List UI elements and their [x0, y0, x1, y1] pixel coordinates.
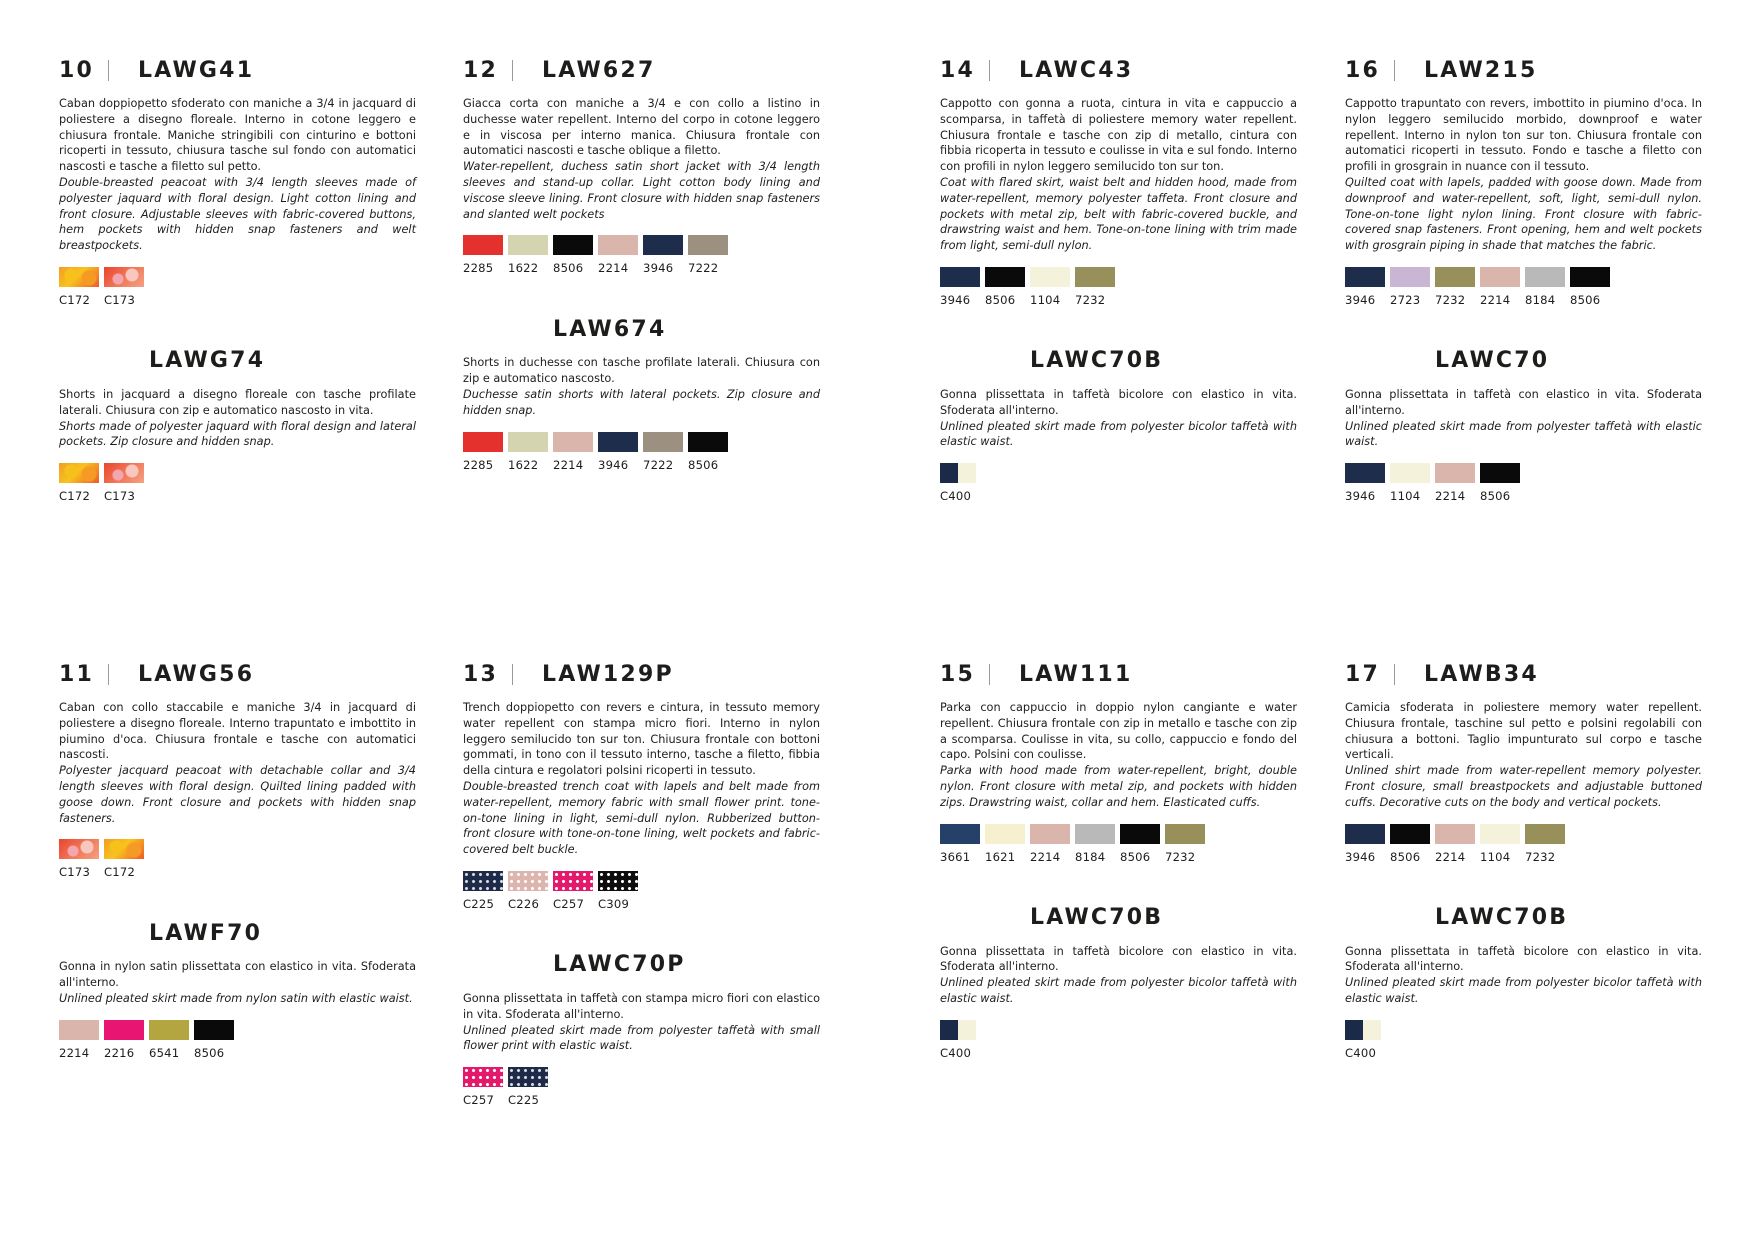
color-swatch — [1075, 267, 1115, 307]
color-swatch — [688, 432, 728, 472]
column-3 — [940, 53, 1297, 540]
color-swatches — [59, 267, 416, 307]
description-italian: Caban con collo staccabile e maniche 3/4 in jacquard di poliestere a disegno floreale. Interno trapuntato e imbottito in piumino d'oca. Chiusura frontale e tasche con automatici nascosti. — [59, 701, 416, 762]
swatch-color — [1480, 267, 1520, 287]
swatch-code: C400 — [940, 489, 972, 504]
swatch-color — [688, 235, 728, 255]
page-number: 17 — [1345, 661, 1381, 687]
color-swatch — [59, 1020, 99, 1060]
swatch-code: 1104 — [1480, 849, 1511, 864]
description-english: Unlined pleated skirt made from polyester bicolor taffetà with elastic waist. — [940, 419, 1297, 449]
description-italian: Gonna plissettata in taffetà bicolore con elastico in vita. Sfoderata all'interno. — [940, 944, 1297, 974]
color-swatch — [1345, 824, 1385, 864]
swatch-code: 1104 — [1030, 292, 1061, 307]
color-swatches — [463, 235, 820, 275]
description-italian: Caban doppiopetto sfoderato con maniche a 3/4 in jacquard di poliestere a disegno floreale. Interno in cotone leggero e chiusura frontale. Maniche stringibili con cinturino e bottoni ricoperti in tessuto, chiusura tasche sul fondo con automatici nascosti e tasche a filetto sul petto. — [59, 97, 416, 174]
color-swatch — [104, 839, 144, 879]
color-swatch — [463, 1067, 503, 1107]
swatch-code: 8506 — [1390, 849, 1421, 864]
color-swatch — [463, 235, 503, 275]
description-italian: Shorts in duchesse con tasche profilate laterali. Chiusura con zip e automatico nascosto. — [463, 356, 820, 386]
heading-divider — [1394, 60, 1395, 81]
swatch-code: 7222 — [688, 261, 719, 276]
swatch-color — [1030, 267, 1070, 287]
swatch-color — [104, 463, 144, 483]
product-block — [463, 312, 820, 471]
product-heading — [59, 916, 416, 950]
swatch-code: 7232 — [1165, 849, 1196, 864]
column-5 — [59, 657, 416, 1097]
swatch-code: 1104 — [1390, 489, 1421, 504]
swatch-color — [940, 1020, 976, 1040]
swatch-code: 7222 — [643, 457, 674, 472]
color-swatches — [463, 871, 820, 911]
description-english: Unlined pleated skirt made from polyester bicolor taffetà with elastic waist. — [940, 976, 1297, 1005]
color-swatch — [985, 267, 1025, 307]
product-block — [463, 53, 820, 275]
product-code: LAWC70B — [1435, 905, 1569, 931]
description-italian: Camicia sfoderata in poliestere memory water repellent. Chiusura frontale, taschine sul petto e polsini regolabili con chiusura a bottoni. Taglio impunturato sul corpo e tasche verticali. — [1345, 701, 1702, 762]
description-english: Unlined pleated skirt made from polyester bicolor taffetà with elastic waist. — [1345, 976, 1702, 1005]
swatch-color — [1345, 1020, 1381, 1040]
color-swatch — [940, 463, 980, 503]
color-swatches — [463, 1067, 820, 1107]
swatch-code: 8506 — [1570, 292, 1601, 307]
description-english: Unlined pleated skirt made from nylon satin with elastic waist. — [59, 991, 413, 1005]
color-swatch — [1345, 463, 1385, 503]
swatch-color — [59, 463, 99, 483]
swatch-color — [1390, 267, 1430, 287]
color-swatch — [1390, 824, 1430, 864]
description-english: Unlined pleated skirt made from polyester taffetà with small flower print with elastic waist. — [463, 1023, 820, 1053]
swatch-color — [1075, 267, 1115, 287]
color-swatch — [1480, 267, 1520, 307]
swatch-code: 7232 — [1525, 849, 1556, 864]
product-block — [940, 901, 1297, 1060]
swatch-code: 2214 — [598, 261, 629, 276]
swatch-color — [985, 267, 1025, 287]
swatch-code: 1621 — [985, 849, 1016, 864]
color-swatch — [688, 235, 728, 275]
description-italian: Cappotto con gonna a ruota, cintura in vita e cappuccio a scomparsa, in taffetà di poliestere memory water repellent. Chiusura frontale e tasche con zip di metallo, cintura con fibbia ricoperta in tessuto e coulisse in vita e sul fondo. Interno con profili in nylon leggero semilucido ton sur ton. — [940, 97, 1297, 174]
swatch-code: 3946 — [598, 457, 629, 472]
color-swatches — [940, 463, 1297, 503]
product-code: LAWC70P — [553, 952, 686, 978]
description-italian: Parka con cappuccio in doppio nylon cangiante e water repellent. Chiusura frontale con zip in metallo e tasche con zip a scomparsa. Coulisse in vita, su collo, cappuccio e fondo del capo. Polsini con coulisse. — [940, 701, 1297, 762]
swatch-color — [1480, 824, 1520, 844]
page-number: 10 — [59, 57, 95, 83]
swatch-color — [985, 824, 1025, 844]
swatch-code: 3946 — [643, 261, 674, 276]
product-block — [59, 657, 416, 879]
product-block — [1345, 53, 1702, 307]
swatch-code: C225 — [463, 896, 495, 911]
swatch-color — [1345, 463, 1385, 483]
product-code: LAWC70B — [1030, 905, 1164, 931]
description-english: Unlined pleated skirt made from polyester taffetà with elastic waist. — [1345, 419, 1702, 449]
color-swatch — [553, 235, 593, 275]
swatch-color — [1165, 824, 1205, 844]
swatch-code: C257 — [463, 1093, 495, 1108]
description-english: Polyester jacquard peacoat with detachable collar and 3/4 length sleeves with floral design. Quilted lining padded with goose down. Front closure and pockets with hidden snap fasteners. — [59, 764, 416, 825]
product-code: LAWB34 — [1424, 661, 1539, 687]
swatch-color — [643, 432, 683, 452]
swatch-code: C257 — [553, 896, 585, 911]
swatch-color — [598, 871, 638, 891]
column-6 — [463, 657, 820, 1144]
swatch-color — [1120, 824, 1160, 844]
swatch-color — [598, 432, 638, 452]
color-swatch — [149, 1020, 189, 1060]
swatch-code: 2214 — [1480, 292, 1511, 307]
swatch-code: C309 — [598, 896, 630, 911]
swatch-color — [104, 839, 144, 859]
swatch-code: 2214 — [1030, 849, 1061, 864]
swatch-color — [940, 824, 980, 844]
swatch-color — [1570, 267, 1610, 287]
swatch-color — [1435, 463, 1475, 483]
color-swatches — [59, 839, 416, 879]
color-swatch — [1390, 463, 1430, 503]
swatch-color — [104, 267, 144, 287]
page-number: 16 — [1345, 57, 1381, 83]
swatch-color — [463, 1067, 503, 1087]
product-code: LAWG41 — [138, 57, 255, 83]
description-italian: Trench doppiopetto con revers e cintura, in tessuto memory water repellent con stampa micro fiori. Interno in nylon leggero semilucido ton sur ton. Chiusura frontale con bottoni gommati, in tono con il tessuto interno, tasche a filetto, fibbia della cintura e regolatori polsini ricoperti in tessuto. — [463, 701, 820, 778]
color-swatches — [1345, 267, 1702, 307]
description-italian: Gonna plissettata in taffetà bicolore con elastico in vita. Sfoderata all'interno. — [940, 387, 1297, 417]
column-7 — [940, 657, 1297, 1097]
product-code: LAW129P — [542, 661, 674, 687]
swatch-code: C173 — [59, 865, 91, 880]
swatch-code: C226 — [508, 896, 540, 911]
page-number: 11 — [59, 661, 95, 687]
swatch-color — [1030, 824, 1070, 844]
color-swatch — [940, 824, 980, 864]
swatch-code: 7232 — [1075, 292, 1106, 307]
color-swatch — [1480, 463, 1520, 503]
product-code: LAW674 — [553, 316, 667, 342]
description-italian: Cappotto trapuntato con revers, imbottito in piumino d'oca. In nylon leggero semilucido morbido, downproof e water repellent. Interno in nylon ton sur ton. Chiusura frontale con automatici ricoperti in tessuto. Fondo e tasche a filetto con profili in grosgrain in nuance con il tessuto. — [1345, 97, 1702, 174]
swatch-code: 2214 — [1435, 489, 1466, 504]
swatch-color — [59, 267, 99, 287]
product-code: LAWG74 — [149, 348, 266, 374]
product-code: LAWC43 — [1019, 57, 1134, 83]
product-block — [940, 657, 1297, 864]
swatch-code: C173 — [104, 292, 136, 307]
product-block — [59, 344, 416, 503]
description-english: Duchesse satin shorts with lateral pockets. Zip closure and hidden snap. — [463, 387, 820, 417]
swatch-color — [1525, 824, 1565, 844]
color-swatches — [463, 432, 820, 472]
swatch-color — [1075, 824, 1115, 844]
swatch-code: 8506 — [194, 1045, 225, 1060]
color-swatch — [1435, 463, 1475, 503]
color-swatch — [1480, 824, 1520, 864]
swatch-code: 2214 — [1435, 849, 1466, 864]
swatch-code: C225 — [508, 1093, 540, 1108]
description-italian: Shorts in jacquard a disegno floreale con tasche profilate laterali. Chiusura con zip e automatico nascosto in vita. — [59, 387, 416, 417]
product-heading — [940, 657, 1297, 691]
color-swatch — [940, 1020, 980, 1060]
column-2 — [463, 53, 820, 509]
swatch-color — [1435, 267, 1475, 287]
description-english: Unlined shirt made from water-repellent memory polyester. Front closure, small breastpockets and adjustable buttoned cuffs. Decorative cuts on the body and vertical pockets. — [1345, 764, 1702, 809]
product-block — [463, 657, 820, 911]
swatch-code: 8506 — [553, 261, 584, 276]
product-block — [940, 344, 1297, 503]
column-4 — [1345, 53, 1702, 540]
color-swatch — [940, 267, 980, 307]
product-code: LAWF70 — [149, 920, 263, 946]
swatch-code: 3946 — [1345, 292, 1376, 307]
color-swatch — [508, 1067, 548, 1107]
color-swatch — [553, 432, 593, 472]
product-block — [1345, 657, 1702, 864]
color-swatch — [59, 267, 99, 307]
swatch-color — [1480, 463, 1520, 483]
color-swatch — [508, 432, 548, 472]
product-heading — [1345, 53, 1702, 87]
heading-divider — [108, 664, 109, 685]
swatch-code: 8506 — [985, 292, 1016, 307]
swatch-color — [194, 1020, 234, 1040]
color-swatch — [463, 432, 503, 472]
swatch-code: 3946 — [1345, 849, 1376, 864]
swatch-code: 3661 — [940, 849, 971, 864]
swatch-color — [463, 235, 503, 255]
swatch-code: 2216 — [104, 1045, 135, 1060]
swatch-color — [1435, 824, 1475, 844]
color-swatch — [1525, 824, 1565, 864]
swatch-color — [149, 1020, 189, 1040]
swatch-color — [553, 235, 593, 255]
product-heading — [463, 312, 820, 346]
color-swatch — [1390, 267, 1430, 307]
color-swatches — [1345, 463, 1702, 503]
color-swatch — [598, 432, 638, 472]
swatch-color — [463, 432, 503, 452]
color-swatches — [59, 463, 416, 503]
color-swatches — [940, 267, 1297, 307]
color-swatch — [1075, 824, 1115, 864]
product-heading — [940, 901, 1297, 935]
swatch-code: 8184 — [1525, 292, 1556, 307]
heading-divider — [512, 664, 513, 685]
product-code: LAW111 — [1019, 661, 1133, 687]
product-code: LAWG56 — [138, 661, 255, 687]
product-block — [1345, 901, 1702, 1060]
product-heading — [59, 53, 416, 87]
swatch-code: C173 — [104, 489, 136, 504]
color-swatch — [1435, 267, 1475, 307]
description-italian: Giacca corta con maniche a 3/4 e con collo a listino in duchesse water repellent. Interno del corpo in cotone leggero e in viscosa per interno manica. Chiusura frontale con automatici nascosti e tasche oblique a filetto. — [463, 97, 820, 158]
color-swatch — [985, 824, 1025, 864]
color-swatch — [598, 235, 638, 275]
product-heading — [59, 344, 416, 378]
swatch-code: 8506 — [1120, 849, 1151, 864]
page-number: 15 — [940, 661, 976, 687]
product-block — [59, 53, 416, 307]
description-italian: Gonna plissettata in taffetà con elastico in vita. Sfoderata all'interno. — [1345, 387, 1702, 417]
heading-divider — [989, 664, 990, 685]
color-swatch — [1030, 267, 1070, 307]
swatch-code: 8506 — [1480, 489, 1511, 504]
product-code: LAW627 — [542, 57, 656, 83]
product-heading — [463, 948, 820, 982]
swatch-color — [1345, 267, 1385, 287]
color-swatch — [104, 463, 144, 503]
swatch-color — [553, 871, 593, 891]
swatch-color — [1525, 267, 1565, 287]
page-number: 12 — [463, 57, 499, 83]
swatch-code: 2214 — [553, 457, 584, 472]
description-english: Parka with hood made from water-repellent, bright, double nylon. Front closure with metal zip, and pockets with hidden zips. Drawstring waist, collar and hem. Elasticated cuffs. — [940, 764, 1297, 809]
swatch-color — [688, 432, 728, 452]
swatch-color — [463, 871, 503, 891]
color-swatch — [1570, 267, 1610, 307]
color-swatch — [104, 267, 144, 307]
color-swatch — [59, 463, 99, 503]
description-english: Double-breasted trench coat with lapels and belt made from water-repellent, memory fabric with small flower print. tone-on-tone lining in light, semi-dull nylon. Rubberized button-front closure with tone-on-tone lining, welt pockets and fabric-covered belt buckle. — [463, 779, 820, 857]
color-swatch — [598, 871, 638, 911]
color-swatch — [1435, 824, 1475, 864]
swatch-code: 3946 — [940, 292, 971, 307]
color-swatch — [463, 871, 503, 911]
heading-divider — [512, 60, 513, 81]
swatch-color — [104, 1020, 144, 1040]
color-swatch — [1345, 267, 1385, 307]
swatch-code: 2285 — [463, 457, 494, 472]
swatch-code: 8184 — [1075, 849, 1106, 864]
description-english: Double-breasted peacoat with 3/4 length sleeves made of polyester jaquard with floral design. Light cotton lining and front closure. Adjustable sleeves with fabric-covered buttons, hem pockets with hidden snap fasteners and welt breastpockets. — [59, 175, 416, 253]
product-heading — [940, 53, 1297, 87]
description-english: Coat with flared skirt, waist belt and hidden hood, made from water-repellent, memory polyester taffeta. Front closure and pockets with metal zip, belt with fabric-covered buckle, and drawstring waist and hem. Tone-on-tone lining with trim made from light, semi-dull nylon. — [940, 175, 1297, 253]
swatch-color — [940, 463, 976, 483]
product-heading — [940, 344, 1297, 378]
product-code: LAWC70B — [1030, 348, 1164, 374]
swatch-color — [598, 235, 638, 255]
swatch-code: 2214 — [59, 1045, 90, 1060]
swatch-code: C172 — [104, 865, 136, 880]
description-italian: Gonna plissettata in taffetà con stampa micro fiori con elastico in vita. Sfoderata all'interno. — [463, 991, 820, 1021]
color-swatch — [59, 839, 99, 879]
color-swatch — [508, 871, 548, 911]
color-swatches — [1345, 824, 1702, 864]
product-code: LAW215 — [1424, 57, 1538, 83]
swatch-code: 1622 — [508, 457, 539, 472]
swatch-code: 2285 — [463, 261, 494, 276]
swatch-code: 7232 — [1435, 292, 1466, 307]
product-heading — [59, 657, 416, 691]
color-swatch — [1525, 267, 1565, 307]
swatch-color — [508, 1067, 548, 1087]
description-english: Quilted coat with lapels, padded with goose down. Made from downproof and water-repellent, soft, light, semi-dull nylon. Tone-on-tone light nylon lining. Front closure with fabric-covered snap fasteners. Front opening, hem and welt pockets with grosgrain piping in shade that matches the fabric. — [1345, 175, 1702, 253]
description-english: Shorts made of polyester jaquard with floral design and lateral pockets. Zip closure and hidden snap. — [59, 419, 416, 449]
product-heading — [1345, 657, 1702, 691]
heading-divider — [989, 60, 990, 81]
color-swatch — [194, 1020, 234, 1060]
color-swatch — [553, 871, 593, 911]
swatch-color — [643, 235, 683, 255]
color-swatch — [643, 235, 683, 275]
swatch-code: C400 — [1345, 1045, 1377, 1060]
swatch-color — [508, 871, 548, 891]
swatch-code: 3946 — [1345, 489, 1376, 504]
color-swatch — [1120, 824, 1160, 864]
swatch-color — [1345, 824, 1385, 844]
column-1 — [59, 53, 416, 540]
heading-divider — [108, 60, 109, 81]
product-code: LAWC70 — [1435, 348, 1550, 374]
product-heading — [463, 657, 820, 691]
swatch-code: C172 — [59, 292, 91, 307]
swatch-code: 2723 — [1390, 292, 1421, 307]
swatch-color — [508, 432, 548, 452]
color-swatch — [508, 235, 548, 275]
swatch-code: 1622 — [508, 261, 539, 276]
color-swatches — [59, 1020, 416, 1060]
swatch-code: C400 — [940, 1045, 972, 1060]
color-swatches — [940, 824, 1297, 864]
color-swatches — [1345, 1020, 1702, 1060]
color-swatch — [1345, 1020, 1385, 1060]
swatch-code: 8506 — [688, 457, 719, 472]
product-block — [59, 916, 416, 1059]
product-block — [940, 53, 1297, 307]
product-block — [1345, 344, 1702, 503]
color-swatch — [1030, 824, 1070, 864]
color-swatch — [643, 432, 683, 472]
swatch-color — [59, 1020, 99, 1040]
product-heading — [1345, 901, 1702, 935]
swatch-color — [508, 235, 548, 255]
product-heading — [1345, 344, 1702, 378]
description-italian: Gonna in nylon satin plissettata con elastico in vita. Sfoderata all'interno. — [59, 960, 416, 990]
page-number: 14 — [940, 57, 976, 83]
swatch-color — [940, 267, 980, 287]
column-8 — [1345, 657, 1702, 1097]
swatch-color — [59, 839, 99, 859]
swatch-code: C172 — [59, 489, 91, 504]
swatch-code: 6541 — [149, 1045, 180, 1060]
swatch-color — [1390, 824, 1430, 844]
description-english: Water-repellent, duchess satin short jacket with 3/4 length sleeves and stand-up collar. Light cotton body lining and viscose sleeve lining. Front closure with hidden snap fasteners and slanted welt pockets — [463, 160, 820, 221]
page-number: 13 — [463, 661, 499, 687]
swatch-color — [1390, 463, 1430, 483]
color-swatch — [1165, 824, 1205, 864]
product-heading — [463, 53, 820, 87]
heading-divider — [1394, 664, 1395, 685]
product-block — [463, 948, 820, 1107]
description-italian: Gonna plissettata in taffetà bicolore con elastico in vita. Sfoderata all'interno. — [1345, 944, 1702, 974]
swatch-color — [553, 432, 593, 452]
color-swatch — [104, 1020, 144, 1060]
color-swatches — [940, 1020, 1297, 1060]
